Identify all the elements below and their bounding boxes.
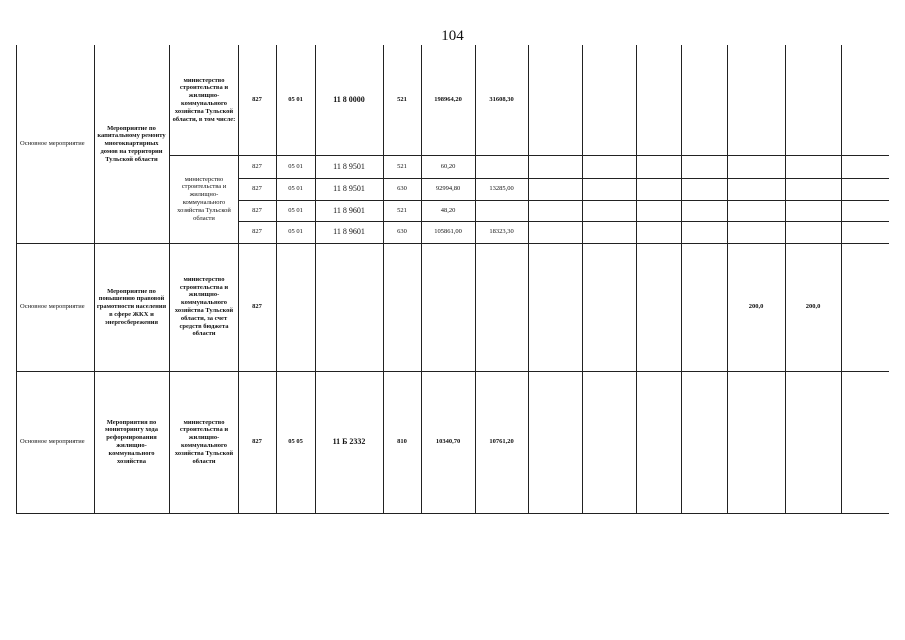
row1-rzpr: 05 01 bbox=[288, 96, 303, 104]
sub2-vr: 630 bbox=[397, 185, 407, 193]
row2-type: Основное мероприятие bbox=[20, 303, 85, 311]
row3-csr: 11 Б 2332 bbox=[332, 437, 366, 447]
sub3-value-1: 48,20 bbox=[440, 206, 456, 214]
budget-table bbox=[16, 45, 889, 514]
row1-value-1: 198964,20 bbox=[434, 96, 462, 104]
sub1-grbs: 827 bbox=[252, 162, 262, 170]
sub1-rzpr: 05 01 bbox=[288, 162, 303, 170]
row1-sub-executor: министерство строительства и жилищно-коммунального хозяйства Тульской области bbox=[177, 175, 231, 222]
sub2-value-2: 13285,00 bbox=[489, 185, 514, 193]
row1-value-2: 31608,30 bbox=[489, 96, 514, 104]
sub2-rzpr: 05 01 bbox=[288, 185, 303, 193]
sub1-vr: 521 bbox=[397, 162, 407, 170]
sub2-value-1: 92994,80 bbox=[435, 185, 461, 193]
sub2-csr: 11 8 9501 bbox=[333, 184, 365, 194]
row1-name: Мероприятие по капитальному ремонту многоквартирных домов на территории Тульской области bbox=[97, 124, 166, 163]
row1-type: Основное мероприятие bbox=[20, 140, 85, 148]
sub3-value-2 bbox=[475, 200, 528, 221]
page-number: 104 bbox=[441, 28, 464, 44]
sub3-rzpr: 05 01 bbox=[288, 206, 303, 214]
sub4-grbs: 827 bbox=[252, 228, 262, 236]
row2-value-10: 200,0 bbox=[805, 303, 821, 311]
row1-csr: 11 8 0000 bbox=[333, 95, 365, 105]
sub4-rzpr: 05 01 bbox=[288, 228, 303, 236]
row1-vr: 521 bbox=[397, 96, 407, 104]
row3-value-2: 10761,20 bbox=[489, 438, 514, 446]
row1-executor: министерство строительства и жилищно-коммунального хозяйства Тульской области, в том числе: bbox=[172, 76, 236, 123]
sub1-value-2 bbox=[475, 155, 528, 178]
sub3-vr: 521 bbox=[397, 206, 407, 214]
row3-executor: министерство строительства и жилищно-коммунального хозяйства Тульской области bbox=[174, 418, 234, 465]
row3-grbs: 827 bbox=[252, 438, 262, 446]
sub1-csr: 11 8 9501 bbox=[333, 161, 365, 171]
sub1-value-1: 60,20 bbox=[440, 162, 456, 170]
sub4-csr: 11 8 9601 bbox=[333, 227, 365, 237]
sub4-value-2: 18323,30 bbox=[489, 228, 514, 236]
sub3-csr: 11 8 9601 bbox=[333, 205, 365, 215]
row2-value-9: 200,0 bbox=[748, 303, 764, 311]
row1-grbs: 827 bbox=[252, 96, 262, 104]
row3-rzpr: 05 05 bbox=[288, 438, 303, 446]
row3-type: Основное мероприятие bbox=[20, 438, 85, 446]
row3-name: Мероприятия по мониторингу хода реформирования жилищно-коммунального хозяйства bbox=[105, 418, 158, 465]
row3-vr: 810 bbox=[397, 438, 407, 446]
sub2-grbs: 827 bbox=[252, 185, 262, 193]
row2-name: Мероприятие по повышению правовой грамотности населения в сфере ЖКХ и энергосбережения bbox=[96, 287, 167, 326]
sub3-grbs: 827 bbox=[252, 206, 262, 214]
sub4-vr: 630 bbox=[397, 228, 407, 236]
row3-value-1: 10340,70 bbox=[435, 438, 461, 446]
row2-executor: министерство строительства и жилищно-коммунального хозяйства Тульской области, за счет средств бюджета области bbox=[174, 275, 234, 338]
row2-grbs: 827 bbox=[252, 303, 262, 311]
sub4-value-1: 105861,00 bbox=[434, 228, 462, 236]
